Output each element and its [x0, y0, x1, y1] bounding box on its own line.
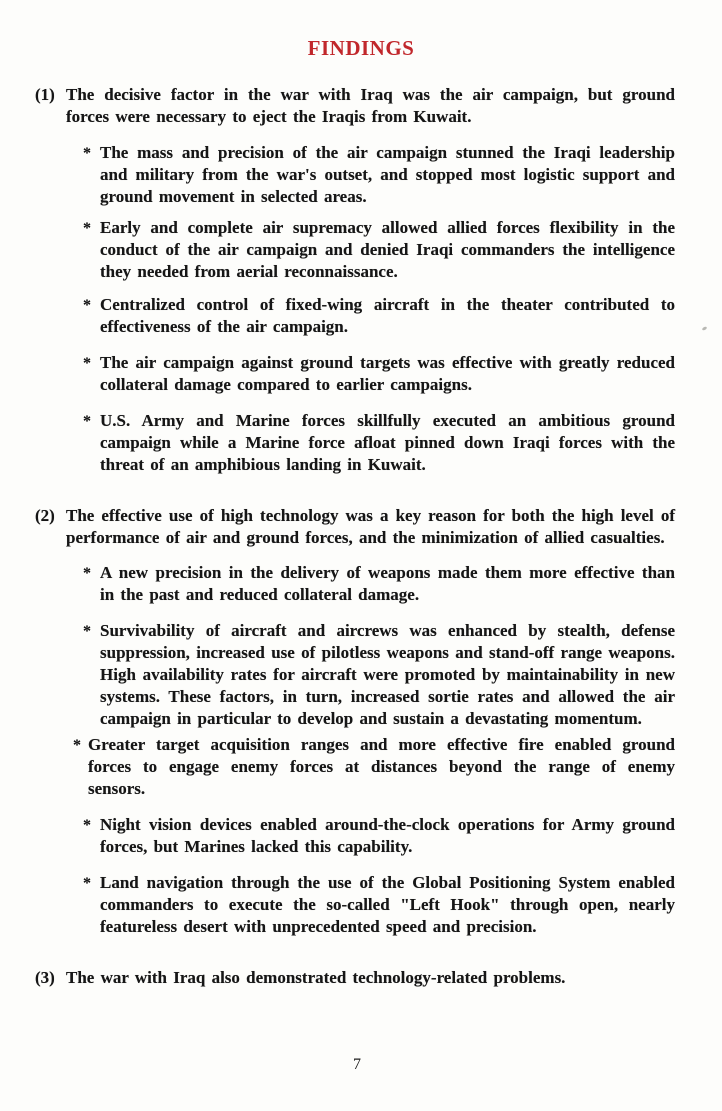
finding-2: [0, 505, 722, 549]
asterisk-bullet-marker: *: [83, 875, 91, 892]
finding-1-bullet-5: [0, 410, 722, 476]
finding-2-number: (2): [35, 506, 55, 525]
asterisk-bullet-marker: *: [83, 565, 91, 582]
finding-1-bullet-3-text: Centralized control of fixed-wing aircraft in the theater contributed to effectiveness of the air campaign.: [100, 295, 675, 336]
finding-2-bullet-3: [0, 734, 722, 800]
finding-1-number: (1): [35, 85, 55, 104]
asterisk-bullet-marker: *: [73, 737, 81, 754]
asterisk-bullet-marker: *: [83, 623, 91, 640]
finding-1-bullet-2-text: Early and complete air supremacy allowed allied forces flexibility in the conduct of the air campaign and denied Iraqi commanders the intelligence they needed from aerial reconnaissance.: [100, 218, 675, 281]
finding-1-bullet-3: [0, 294, 722, 338]
finding-1: [0, 84, 722, 128]
asterisk-bullet-marker: *: [83, 145, 91, 162]
asterisk-bullet-marker: *: [83, 413, 91, 430]
asterisk-bullet-marker: *: [83, 355, 91, 372]
finding-1-bullet-1-text: The mass and precision of the air campaign stunned the Iraqi leadership and military from the war's outset, and stopped most logistic support and ground movement in selected areas.: [100, 143, 675, 206]
asterisk-bullet-marker: *: [83, 297, 91, 314]
finding-1-text: The decisive factor in the war with Iraq was the air campaign, but ground forces were necessary to eject the Iraqis from Kuwait.: [66, 85, 675, 126]
finding-2-bullet-3-text: Greater target acquisition ranges and more effective fire enabled ground forces to engage enemy forces at distances beyond the range of enemy sensors.: [88, 735, 675, 798]
finding-2-bullet-5: [0, 872, 722, 938]
finding-1-bullet-4-text: The air campaign against ground targets was effective with greatly reduced collateral damage compared to earlier campaigns.: [100, 353, 675, 394]
finding-3: [0, 967, 722, 989]
finding-1-bullet-1: [0, 142, 722, 208]
finding-2-text: The effective use of high technology was a key reason for both the high level of performance of air and ground forces, and the minimization of allied casualties.: [66, 506, 675, 547]
finding-3-number: (3): [35, 968, 55, 987]
finding-2-bullet-1-text: A new precision in the delivery of weapons made them more effective than in the past and reduced collateral damage.: [100, 563, 675, 604]
finding-2-bullet-5-text: Land navigation through the use of the Global Positioning System enabled commanders to execute the so-called "Left Hook" through open, nearly featureless desert with unprecedented speed and precision.: [100, 873, 675, 936]
finding-2-bullet-1: [0, 562, 722, 606]
finding-2-bullet-2: [0, 620, 722, 730]
finding-3-text: The war with Iraq also demonstrated technology-related problems.: [66, 968, 566, 987]
finding-2-bullet-4: [0, 814, 722, 858]
finding-1-bullet-5-text: U.S. Army and Marine forces skillfully executed an ambitious ground campaign while a Marine force afloat pinned down Iraqi forces with the threat of an amphibious landing in Kuwait.: [100, 411, 675, 474]
finding-2-bullet-4-text: Night vision devices enabled around-the-clock operations for Army ground forces, but Marines lacked this capability.: [100, 815, 675, 856]
page-number: 7: [353, 1056, 361, 1073]
asterisk-bullet-marker: *: [83, 817, 91, 834]
page-title: FINDINGS: [307, 36, 415, 60]
asterisk-bullet-marker: *: [83, 220, 91, 237]
finding-2-bullet-2-text: Survivability of aircraft and aircrews was enhanced by stealth, defense suppression, increased use of pilotless weapons and stand-off range weapons. High availability rates for aircraft were promoted by maintainability in new systems. These factors, in turn, increased sortie rates and allowed the air campaign in particular to develop and sustain a devastating momentum.: [100, 621, 675, 728]
document-page: [0, 36, 722, 1111]
finding-1-bullet-2: [0, 217, 722, 283]
finding-1-bullet-4: [0, 352, 722, 396]
